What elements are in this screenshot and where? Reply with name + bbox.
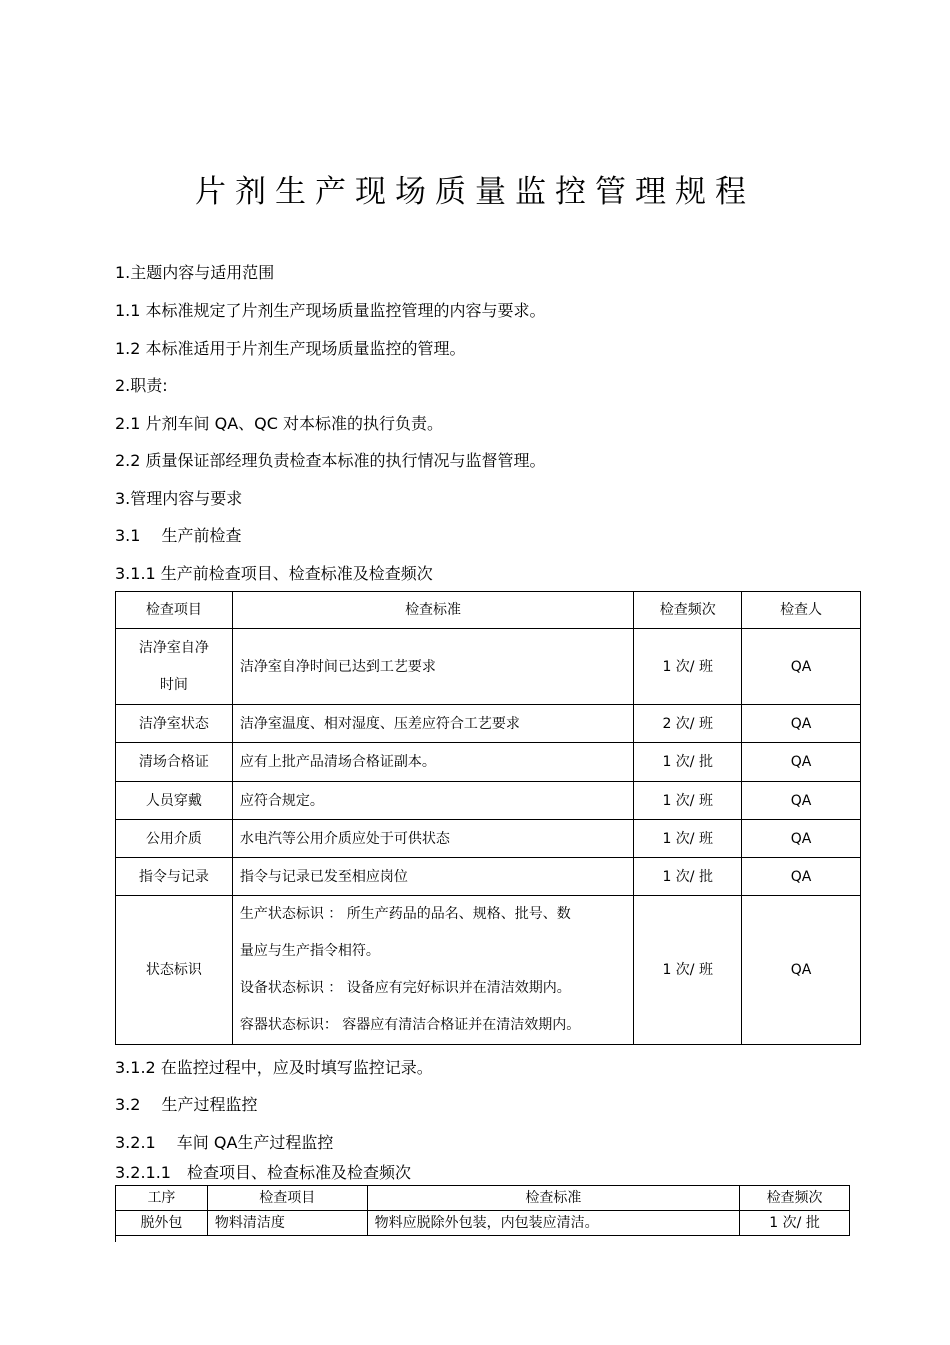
document-title: 片剂生产现场质量监控管理规程: [195, 174, 755, 210]
cell-item: 洁净室状态: [116, 705, 233, 743]
cell-item: 公用介质: [116, 820, 233, 858]
cell-inspector: QA: [742, 858, 861, 896]
subsection-3-1-1-heading: 3.1.1 生产前检查项目、检查标准及检查频次: [115, 564, 433, 583]
cell-item: [116, 629, 233, 705]
cell-frequency: 1 次/ 批: [634, 743, 742, 782]
subsection-3-2-1-heading: 3.2.1 车间 QA生产过程监控: [115, 1133, 334, 1152]
cell-item: 状态标识: [116, 896, 233, 1045]
cell-frequency: 1 次/ 班: [634, 782, 742, 820]
table-row: [116, 1211, 850, 1236]
header-inspector: 检查人: [742, 592, 861, 629]
paragraph-2-2: 2.2 质量保证部经理负责检查本标准的执行情况与监督管理。: [115, 451, 546, 470]
cell-item-line: 洁净室自净: [138, 639, 209, 656]
table-row: [116, 629, 861, 705]
process-monitoring-table: [115, 1185, 850, 1236]
table-row: [116, 820, 861, 858]
cell-item: 人员穿戴: [116, 782, 233, 820]
cell-item-line: 时间: [159, 676, 188, 693]
paragraph-3-1-2: 3.1.2 在监控过程中，应及时填写监控记录。: [115, 1058, 433, 1077]
cell-frequency: 2 次/ 班: [634, 705, 742, 743]
cell-standard: 洁净室自净时间已达到工艺要求: [232, 629, 633, 705]
header-check-standard: 检查标准: [232, 592, 633, 629]
cell-standard: 水电汽等公用介质应处于可供状态: [232, 820, 633, 858]
subsection-3-2-1-1-heading: 3.2.1.1 检查项目、检查标准及检查频次: [115, 1163, 411, 1182]
status-line-production-cont: 量应与生产指令相符。: [239, 943, 380, 959]
cell-item: 物料清洁度: [207, 1211, 367, 1236]
cell-item: 清场合格证: [116, 743, 233, 782]
cell-standard: 物料应脱除外包装，内包装应清洁。: [367, 1211, 739, 1236]
paragraph-1-2: 1.2 本标准适用于片剂生产现场质量监控的管理。: [115, 339, 466, 358]
table-row: [116, 782, 861, 820]
cell-item: 指令与记录: [116, 858, 233, 896]
cell-standard: 应有上批产品清场合格证副本。: [232, 743, 633, 782]
table-header-row: [116, 1186, 850, 1211]
header-check-frequency: 检查频次: [740, 1186, 850, 1211]
section-2-heading: 2.职责:: [115, 376, 168, 395]
table-row: [116, 896, 861, 1045]
cell-frequency: 1 次/ 班: [634, 629, 742, 705]
table-row: [116, 705, 861, 743]
section-3-heading: 3.管理内容与要求: [115, 489, 243, 508]
cell-standard: 应符合规定。: [232, 782, 633, 820]
cell-frequency: 1 次/ 批: [740, 1211, 850, 1236]
status-line-container: 容器状态标识： 容器应有清洁合格证并在清洁效期内。: [239, 1017, 581, 1033]
table-row: [116, 743, 861, 782]
header-check-frequency: 检查频次: [634, 592, 742, 629]
cell-frequency: 1 次/ 批: [634, 858, 742, 896]
cell-standard: [232, 896, 633, 1045]
pre-production-check-table: [115, 591, 861, 1045]
paragraph-1-1: 1.1 本标准规定了片剂生产现场质量监控管理的内容与要求。: [115, 301, 546, 320]
cell-inspector: QA: [742, 782, 861, 820]
subsection-3-2-heading: 3.2 生产过程监控: [115, 1095, 258, 1114]
table-row: [116, 858, 861, 896]
cell-process: 脱外包: [116, 1211, 208, 1236]
subsection-3-1-heading: 3.1 生产前检查: [115, 526, 242, 545]
table-header-row: [116, 592, 861, 629]
header-check-standard: 检查标准: [367, 1186, 739, 1211]
section-1-heading: 1.主题内容与适用范围: [115, 263, 275, 282]
cell-frequency: 1 次/ 班: [634, 820, 742, 858]
cell-standard: 洁净室温度、相对湿度、压差应符合工艺要求: [232, 705, 633, 743]
paragraph-2-1: 2.1 片剂车间 QA、QC 对本标准的执行负责。: [115, 414, 444, 433]
table-continuation-line: [115, 1236, 116, 1242]
header-check-item: 检查项目: [207, 1186, 367, 1211]
cell-inspector: QA: [742, 743, 861, 782]
header-process: 工序: [116, 1186, 208, 1211]
status-line-equipment: 设备状态标识 ： 设备应有完好标识并在清洁效期内。: [239, 980, 571, 996]
cell-standard: 指令与记录已发至相应岗位: [232, 858, 633, 896]
cell-inspector: QA: [742, 896, 861, 1045]
cell-inspector: QA: [742, 820, 861, 858]
cell-inspector: QA: [742, 705, 861, 743]
cell-frequency: 1 次/ 班: [634, 896, 742, 1045]
status-line-production: 生产状态标识 ： 所生产药品的品名、规格、批号、数: [239, 906, 571, 922]
header-check-item: 检查项目: [116, 592, 233, 629]
cell-inspector: QA: [742, 629, 861, 705]
